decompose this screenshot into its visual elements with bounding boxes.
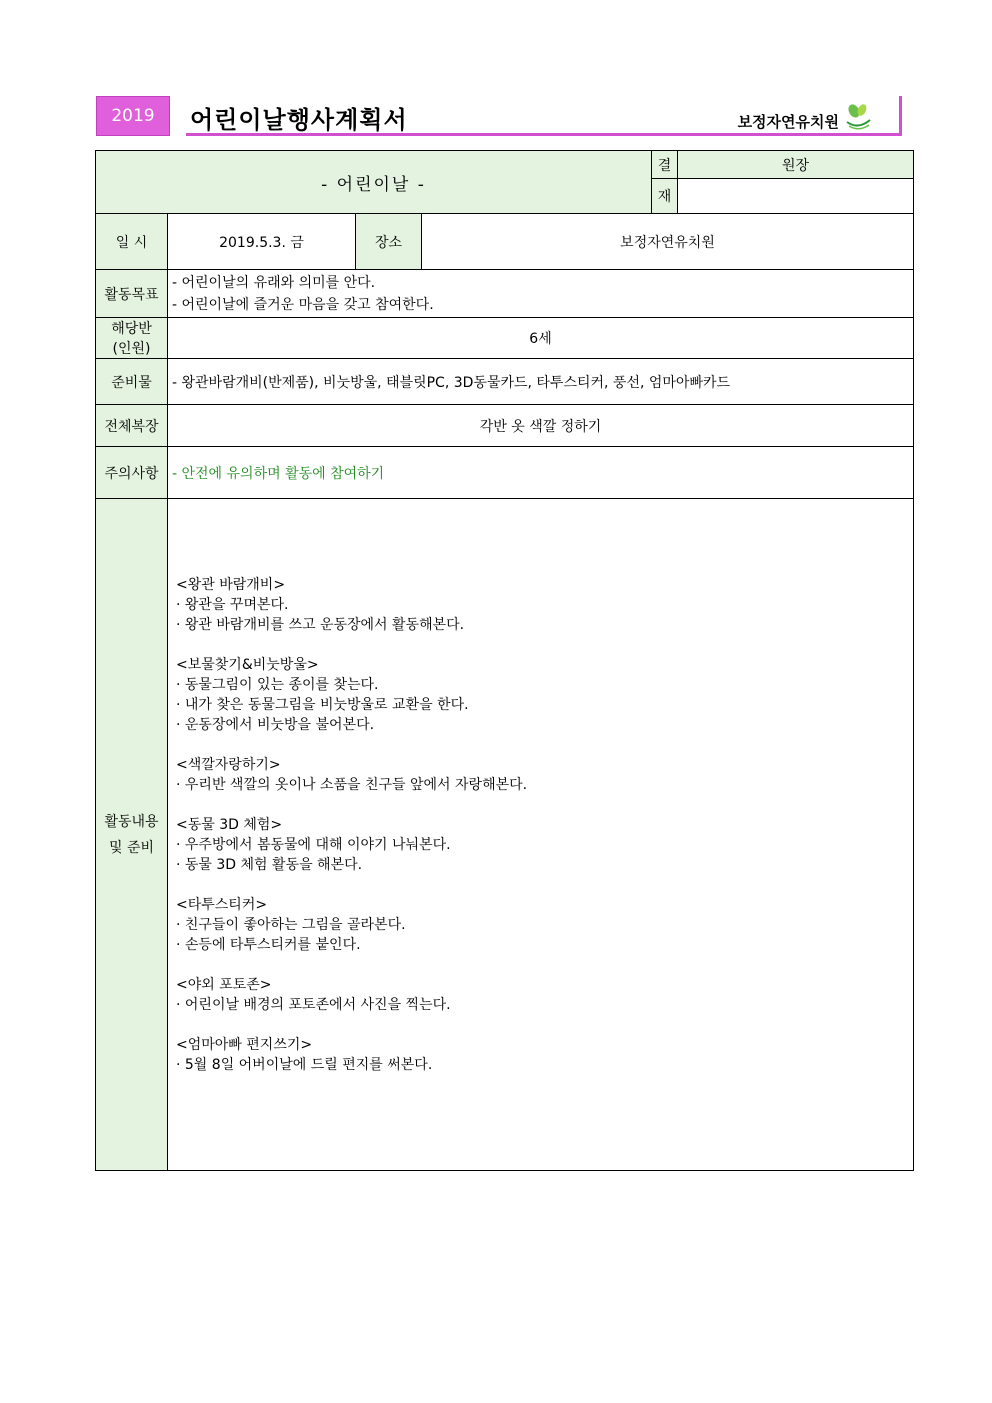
caution-label: 주의사항 [96, 447, 168, 499]
goal-line: - 어린이날에 즐거운 마음을 갖고 참여한다. [172, 296, 434, 313]
materials-value: - 왕관바람개비(반제품), 비눗방울, 태블릿PC, 3D동물카드, 타투스티커, 풍선, 엄마아빠카드 [168, 359, 914, 405]
goal-label: 활동목표 [96, 270, 168, 318]
activity-label-line: 활동내용 [104, 813, 159, 830]
activity-label-line: 및 준비 [108, 839, 155, 856]
activity-item: · 왕관을 꾸며본다. [176, 597, 289, 613]
approval-role: 원장 [678, 151, 914, 179]
document-title: 어린이날행사계획서 [190, 106, 408, 134]
activity-group [176, 755, 913, 795]
place-label: 장소 [356, 214, 422, 270]
activity-item: · 운동장에서 비눗방을 불어본다. [176, 717, 375, 733]
activity-title: <동물 3D 체험> [176, 817, 283, 833]
materials-label: 준비물 [96, 359, 168, 405]
activity-group [176, 575, 913, 635]
year-badge: 2019 [96, 96, 170, 136]
class-label-line: (인원) [112, 341, 151, 357]
title-bar [186, 96, 902, 136]
approval-sign-box [678, 179, 914, 214]
caution-value: - 안전에 유의하며 활동에 참여하기 [168, 447, 914, 499]
activity-group [176, 975, 913, 1015]
activity-item: · 동물그림이 있는 종이를 찾는다. [176, 677, 379, 693]
class-label [96, 318, 168, 359]
plan-table [95, 150, 914, 1171]
date-label: 일 시 [96, 214, 168, 270]
activity-title: <타투스티커> [176, 897, 268, 913]
activity-item: · 동물 3D 체험 활동을 해본다. [176, 857, 363, 873]
activity-item: · 손등에 타투스티커를 붙인다. [176, 937, 361, 953]
activity-group [176, 655, 913, 735]
activity-item: · 왕관 바람개비를 쓰고 운동장에서 활동해본다. [176, 617, 465, 633]
activity-label [96, 499, 168, 1171]
leaf-logo-icon [843, 102, 873, 132]
activity-content [168, 499, 914, 1171]
dress-value: 각반 옷 색깔 정하기 [168, 405, 914, 447]
place-value: 보정자연유치원 [422, 214, 914, 270]
activity-item: · 5월 8일 어버이날에 드릴 편지를 써본다. [176, 1057, 433, 1073]
activity-item: · 어린이날 배경의 포토존에서 사진을 찍는다. [176, 997, 451, 1013]
activity-item: · 친구들이 좋아하는 그림을 골라본다. [176, 917, 406, 933]
activity-item: · 우주방에서 봄동물에 대해 이야기 나눠본다. [176, 837, 451, 853]
activity-group [176, 1035, 913, 1075]
activity-item: · 우리반 색깔의 옷이나 소품을 친구들 앞에서 자랑해본다. [176, 777, 528, 793]
activity-title: <색깔자랑하기> [176, 757, 281, 773]
approval-label-2: 재 [652, 179, 678, 214]
date-value: 2019.5.3. 금 [168, 214, 356, 270]
goal-value [168, 270, 914, 318]
activity-title: <보물찾기&비눗방울> [176, 657, 319, 673]
approval-label-1: 결 [652, 151, 678, 179]
event-title: - 어린이날 - [321, 174, 426, 195]
activity-title: <왕관 바람개비> [176, 577, 286, 593]
school-name: 보정자연유치원 [737, 113, 839, 131]
goal-line: - 어린이날의 유래와 의미를 안다. [172, 274, 376, 291]
activity-title: <엄마아빠 편지쓰기> [176, 1037, 313, 1053]
activity-item: · 내가 찾은 동물그림을 비눗방울로 교환을 한다. [176, 697, 469, 713]
class-label-line: 해당반 [111, 321, 152, 337]
dress-label: 전체복장 [96, 405, 168, 447]
activity-title: <야외 포토존> [176, 977, 272, 993]
event-title-cell [96, 151, 652, 214]
activity-group [176, 815, 913, 875]
activity-group [176, 895, 913, 955]
class-value: 6세 [168, 318, 914, 359]
